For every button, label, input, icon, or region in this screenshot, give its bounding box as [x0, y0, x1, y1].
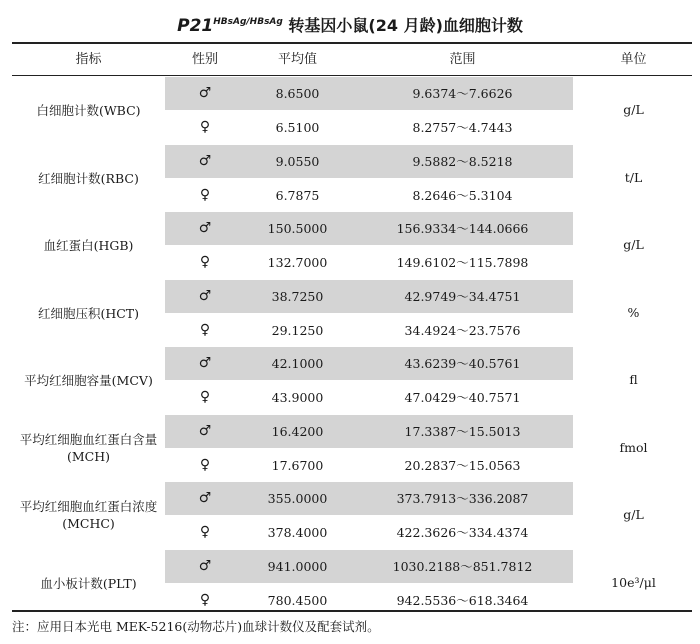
- table-title: [0, 8, 700, 36]
- male-mean-cell: 8.6500: [275, 86, 320, 101]
- male-range-cell: 9.5882～8.5218: [412, 153, 513, 169]
- unit-cell: t/L: [624, 169, 643, 185]
- unit-cell: fl: [629, 372, 638, 387]
- female-range-cell: 149.6102～115.7898: [396, 255, 529, 270]
- header-mean: 平均值: [277, 52, 317, 67]
- female-mean-cell: 29.1250: [271, 322, 324, 338]
- female-mean-cell: 17.6700: [271, 457, 324, 473]
- female-symbol: ♀: [199, 119, 211, 135]
- female-range-cell: 8.2757～4.7443: [412, 120, 513, 135]
- male-range-cell: 9.6374～7.6626: [412, 86, 513, 101]
- female-range-cell: 34.4924～23.7576: [404, 322, 521, 338]
- male-range-cell: 43.6239～40.5761: [404, 356, 521, 371]
- indicator-label: 平均红细胞血红蛋白含量 (MCH): [19, 431, 158, 464]
- male-range-cell: 17.3387～15.5013: [404, 423, 521, 439]
- male-symbol: ♂: [198, 220, 212, 236]
- footnote: 注：应用日本光电 MEK-5216(动物芯片)血球计数仪及配套试剂。: [12, 619, 380, 634]
- male-mean-cell: 38.7250: [271, 288, 324, 304]
- header-sex: 性别: [191, 52, 218, 67]
- female-mean-cell: 6.5100: [275, 120, 320, 135]
- female-range-cell: 20.2837～15.0563: [404, 457, 521, 473]
- female-symbol: ♀: [199, 389, 211, 405]
- indicator-label: 血红蛋白(HGB): [43, 238, 134, 253]
- female-mean-cell: 132.7000: [267, 255, 328, 270]
- female-symbol: ♀: [199, 456, 211, 473]
- male-range-cell: 42.9749～34.4751: [404, 288, 521, 304]
- indicator-label: 红细胞压积(HCT): [37, 305, 140, 321]
- male-mean-cell: 16.4200: [271, 423, 324, 439]
- female-mean-cell: 780.4500: [267, 592, 328, 608]
- male-symbol: ♂: [198, 490, 212, 506]
- male-symbol: ♂: [198, 422, 212, 439]
- indicator-label: 平均红细胞容量(MCV): [24, 373, 153, 388]
- female-symbol: ♀: [199, 321, 211, 338]
- unit-cell: g/L: [623, 507, 644, 522]
- title-suffix: 转基因小鼠(24 月龄)血细胞计数: [288, 16, 523, 35]
- title-prefix: P21: [177, 16, 214, 36]
- unit-cell: fmol: [619, 439, 648, 455]
- indicator-label: 平均红细胞血红蛋白浓度 (MCHC): [19, 499, 158, 531]
- unit-cell: g/L: [623, 237, 644, 252]
- female-mean-cell: 43.9000: [271, 390, 324, 405]
- male-mean-cell: 941.0000: [267, 558, 328, 574]
- title-superscript: HBsAg/HBsAg: [213, 17, 283, 27]
- indicator-label: 白细胞计数(WBC): [36, 103, 141, 118]
- male-symbol: ♂: [198, 557, 212, 574]
- male-mean-cell: 355.0000: [267, 491, 328, 506]
- female-mean-cell: 6.7875: [275, 187, 320, 203]
- female-range-cell: 47.0429～40.7571: [404, 390, 521, 405]
- male-symbol: ♂: [198, 287, 212, 304]
- male-symbol: ♂: [198, 355, 212, 371]
- female-symbol: ♀: [199, 591, 211, 608]
- unit-cell: %: [627, 304, 640, 320]
- female-symbol: ♀: [199, 254, 211, 270]
- male-mean-cell: 42.1000: [271, 356, 324, 371]
- female-mean-cell: 378.4000: [267, 525, 328, 540]
- female-symbol: ♀: [199, 186, 211, 203]
- female-range-cell: 942.5536～618.3464: [396, 592, 529, 608]
- male-symbol: ♂: [198, 152, 212, 169]
- header-indicator: 指标: [75, 52, 102, 67]
- unit-cell: 10e³/μl: [611, 574, 656, 590]
- male-range-cell: 373.7913～336.2087: [396, 491, 529, 506]
- female-range-cell: 422.3626～334.4374: [396, 525, 529, 540]
- indicator-label: 血小板计数(PLT): [40, 575, 137, 591]
- female-symbol: ♀: [199, 524, 211, 540]
- female-range-cell: 8.2646～5.3104: [412, 187, 513, 203]
- male-range-cell: 1030.2188～851.7812: [392, 558, 533, 574]
- header-rule: [12, 75, 692, 76]
- male-range-cell: 156.9334～144.0666: [396, 221, 529, 236]
- header-unit: 单位: [620, 52, 647, 67]
- male-symbol: ♂: [198, 85, 212, 101]
- male-mean-cell: 9.0550: [275, 153, 320, 169]
- unit-cell: g/L: [623, 102, 644, 117]
- indicator-label: 红细胞计数(RBC): [38, 170, 139, 186]
- header-range: 范围: [449, 52, 476, 67]
- male-mean-cell: 150.5000: [267, 221, 328, 236]
